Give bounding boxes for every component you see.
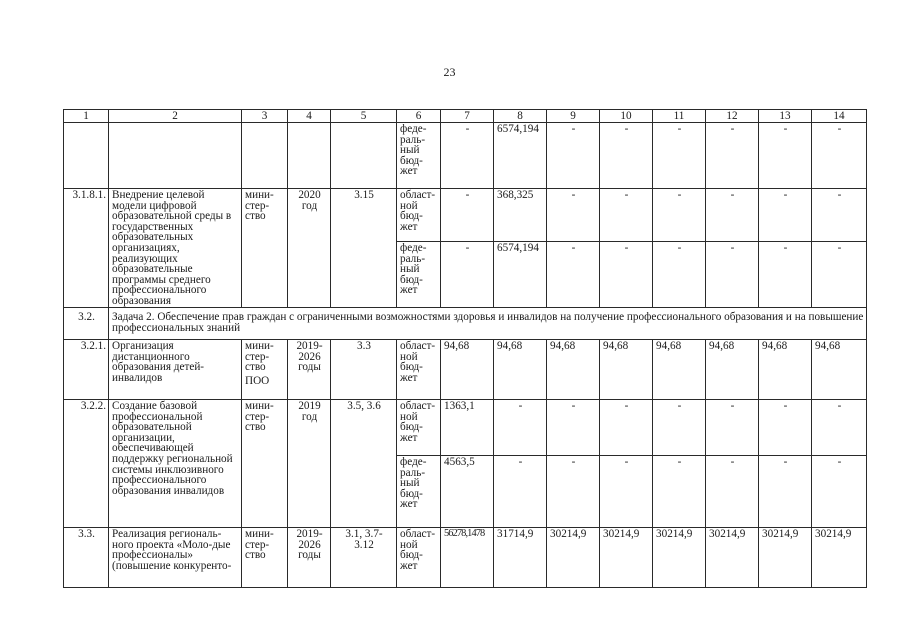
table-row — [64, 340, 867, 400]
value-cell: - — [441, 189, 494, 242]
value-cell: - — [547, 456, 600, 528]
value-cell: 30214,9 — [600, 528, 653, 588]
column-number: 2 — [109, 110, 242, 123]
value-cell: 94,68 — [441, 340, 494, 400]
executor-ministry: мини- стер- ство — [245, 340, 274, 374]
column-number: 14 — [812, 110, 867, 123]
table-row — [64, 400, 867, 456]
funding-source: област- ной бюд- жет — [397, 340, 441, 400]
event-name: Организация дистанционного образования детей-инвалидов — [109, 340, 242, 400]
value-cell: - — [600, 400, 653, 456]
value-cell: 6574,194 — [494, 123, 547, 189]
value-cell: - — [653, 242, 706, 308]
value-cell: - — [494, 456, 547, 528]
value-cell: - — [812, 189, 867, 242]
value-cell: 94,68 — [494, 340, 547, 400]
value-cell: - — [812, 400, 867, 456]
value-cell: 30214,9 — [706, 528, 759, 588]
executor: мини- стер- ство — [242, 400, 288, 528]
value-cell: 30214,9 — [812, 528, 867, 588]
value-cell: - — [600, 242, 653, 308]
executor: мини- стер- ство — [242, 528, 288, 588]
executor — [242, 123, 288, 189]
table-row — [64, 308, 867, 340]
row-number: 3.3. — [64, 528, 109, 588]
period: 2019- 2026 годы — [288, 528, 331, 588]
row-number: 3.2. — [64, 308, 109, 340]
value-cell: 30214,9 — [547, 528, 600, 588]
value-cell: - — [759, 400, 812, 456]
value-cell: - — [706, 456, 759, 528]
value-cell: 94,68 — [812, 340, 867, 400]
funding-source: феде- раль- ный бюд- жет — [397, 242, 441, 308]
column-number: 8 — [494, 110, 547, 123]
column-number: 7 — [441, 110, 494, 123]
value-cell: 94,68 — [547, 340, 600, 400]
value-cell: 4563,5 — [441, 456, 494, 528]
value-cell: - — [547, 189, 600, 242]
indicator — [331, 123, 397, 189]
event-name: Создание базовой профессиональной образовательной организации, обеспечивающей поддержку региональной системы инклюзивного профессионального образования инвалидов — [109, 400, 242, 528]
indicator: 3.15 — [331, 189, 397, 308]
column-number: 10 — [600, 110, 653, 123]
value-cell: 56278,1478 — [441, 528, 494, 588]
value-cell: - — [653, 400, 706, 456]
program-table — [63, 109, 867, 588]
value-cell: 30214,9 — [759, 528, 812, 588]
row-number — [64, 123, 109, 189]
funding-source: област- ной бюд- жет — [397, 400, 441, 456]
value-cell: 94,68 — [706, 340, 759, 400]
indicator: 3.1, 3.7- 3.12 — [331, 528, 397, 588]
value-cell: - — [653, 123, 706, 189]
column-number: 12 — [706, 110, 759, 123]
column-number: 3 — [242, 110, 288, 123]
page-number: 23 — [443, 65, 456, 79]
table-row — [64, 123, 867, 189]
value-cell: - — [600, 189, 653, 242]
period: 2020 год — [288, 189, 331, 308]
value-cell: - — [653, 456, 706, 528]
funding-source: феде- раль- ный бюд- жет — [397, 456, 441, 528]
event-name: Реализация региональ-ного проекта «Моло-дые профессионалы» (повышение конкуренто- — [109, 528, 242, 588]
value-cell: - — [547, 400, 600, 456]
executor-poo: ПОО — [245, 374, 270, 387]
value-cell: - — [441, 123, 494, 189]
funding-source: област- ной бюд- жет — [397, 528, 441, 588]
column-number: 4 — [288, 110, 331, 123]
executor — [242, 340, 288, 400]
column-number-row — [64, 110, 867, 123]
value-cell: 94,68 — [600, 340, 653, 400]
value-cell: - — [494, 400, 547, 456]
value-cell: - — [812, 456, 867, 528]
value-cell: - — [653, 189, 706, 242]
value-cell: 368,325 — [494, 189, 547, 242]
value-cell: - — [759, 123, 812, 189]
column-number: 9 — [547, 110, 600, 123]
event-name: Внедрение целевой модели цифровой образовательной среды в государственных образовательных организациях, реализующих образовательные программы среднего профессионального образования — [109, 189, 242, 308]
value-cell: 94,68 — [653, 340, 706, 400]
funding-source: феде- раль- ный бюд- жет — [397, 123, 441, 189]
value-cell: - — [812, 123, 867, 189]
column-number: 5 — [331, 110, 397, 123]
value-cell: - — [441, 242, 494, 308]
value-cell: - — [759, 456, 812, 528]
value-cell: - — [812, 242, 867, 308]
value-cell: - — [706, 189, 759, 242]
value-cell: 6574,194 — [494, 242, 547, 308]
value-cell: 30214,9 — [653, 528, 706, 588]
period: 2019 год — [288, 400, 331, 528]
value-cell: - — [706, 123, 759, 189]
column-number: 1 — [64, 110, 109, 123]
value-cell: - — [600, 456, 653, 528]
value-cell: - — [759, 189, 812, 242]
value-cell: - — [547, 242, 600, 308]
period: 2019- 2026 годы — [288, 340, 331, 400]
executor: мини- стер- ство — [242, 189, 288, 308]
task-heading: Задача 2. Обеспечение прав граждан с ограниченными возможностями здоровья и инвалидов на получение профессионального образования и на повышение профессиональных знаний — [109, 308, 867, 340]
indicator: 3.3 — [331, 340, 397, 400]
funding-source: област- ной бюд- жет — [397, 189, 441, 242]
value-cell: - — [706, 400, 759, 456]
value-cell: - — [547, 123, 600, 189]
value-cell: - — [759, 242, 812, 308]
row-number: 3.2.1. — [64, 340, 109, 400]
table-row — [64, 189, 867, 242]
value-cell: - — [600, 123, 653, 189]
row-number: 3.2.2. — [64, 400, 109, 528]
value-cell: 1363,1 — [441, 400, 494, 456]
column-number: 11 — [653, 110, 706, 123]
column-number: 13 — [759, 110, 812, 123]
indicator: 3.5, 3.6 — [331, 400, 397, 528]
event-name — [109, 123, 242, 189]
table-row — [64, 528, 867, 588]
value-cell: 94,68 — [759, 340, 812, 400]
value-cell: 31714,9 — [494, 528, 547, 588]
period — [288, 123, 331, 189]
row-number: 3.1.8.1. — [64, 189, 109, 308]
value-cell: - — [706, 242, 759, 308]
column-number: 6 — [397, 110, 441, 123]
